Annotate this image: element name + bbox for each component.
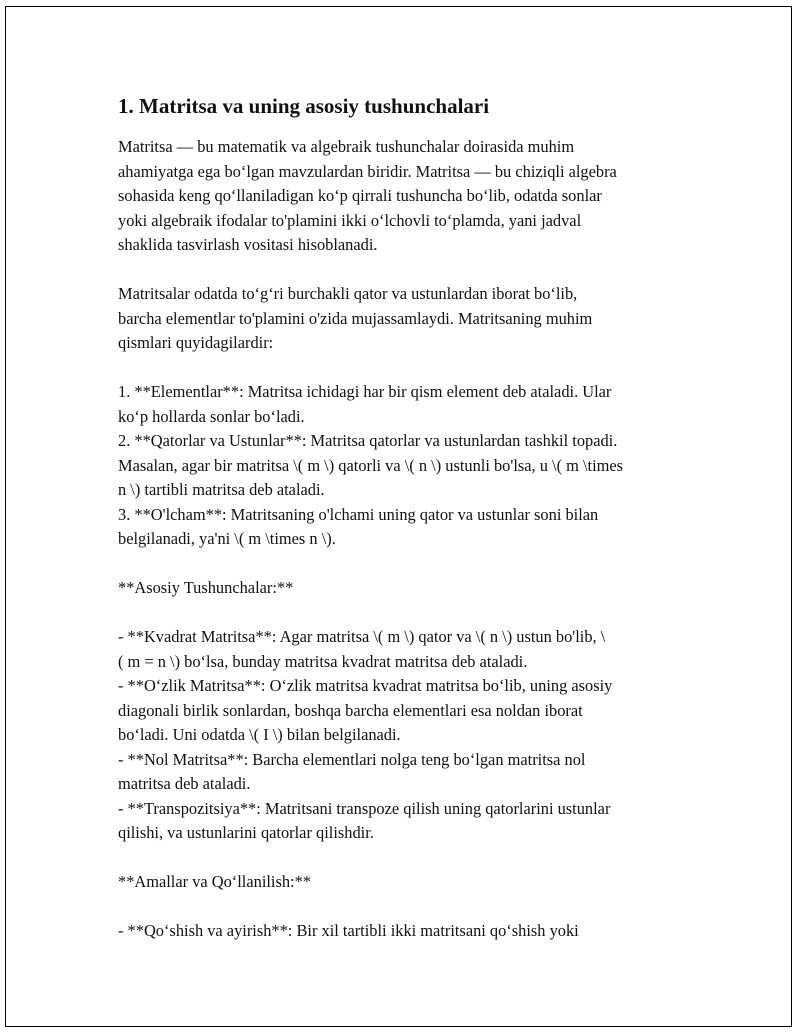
document-content [118,93,708,944]
section-title: 1. Matritsa va uning asosiy tushunchalari [118,94,490,118]
section-body: Matritsa — bu matematik va algebraik tushunchalar doirasida muhim ahamiyatga ega bo‘lgan mavzulardan biridir. Matritsa — bu chiziqli algebra sohasida keng qo‘llaniladigan ko‘p qirrali tushuncha bo‘lib, odatda sonlar yoki algebraik ifodalar to'plamini ikki o‘lchovli to‘plamda, yani jadval shaklida tasvirlash vositasi hisoblanadi. Matritsalar odatda to‘g‘ri burchakli qator va ustunlardan iborat bo‘lib, barcha elementlar to'plamini o'zida mujassamlaydi. Matritsaning muhim qismlari quyidagilardir: 1. **Elementlar**: Matritsa ichidagi har bir qism element deb ataladi. Ular ko‘p hollarda sonlar bo‘ladi. 2. **Qatorlar va Ustunlar**: Matritsa qatorlar va ustunlardan tashkil topadi. Masalan, agar bir matritsa \( m \) qatorli va \( n \) ustunli bo'lsa, u \( m \times n \) tartibli matritsa deb ataladi. 3. **O'lcham**: Matritsaning o'lchami uning qator va ustunlar soni bilan belgilanadi, ya'ni \( m \times n \). **Asosiy Tushunchalar:** - **Kvadrat Matritsa**: Agar matritsa \( m \) qator va \( n \) ustun bo'lib, \ ( m = n \) bo‘lsa, bunday matritsa kvadrat matritsa deb ataladi. - **O‘zlik Matritsa**: O‘zlik matritsa kvadrat matritsa bo‘lib, uning asosiy diagonali birlik sonlardan, boshqa barcha elementlari esa noldan iborat bo‘ladi. Uni odatda \( I \) bilan belgilanadi. - **Nol Matritsa**: Barcha elementlari nolga teng bo‘lgan matritsa nol matritsa deb ataladi. - **Transpozitsiya**: Matritsani transpoze qilish uning qatorlarini ustunlar qilishi, va ustunlarini qatorlar qilishdir. **Amallar va Qo‘llanilish:** - **Qo‘shish va ayirish**: Bir xil tartibli ikki matritsani qo‘shish yoki [118,137,624,940]
